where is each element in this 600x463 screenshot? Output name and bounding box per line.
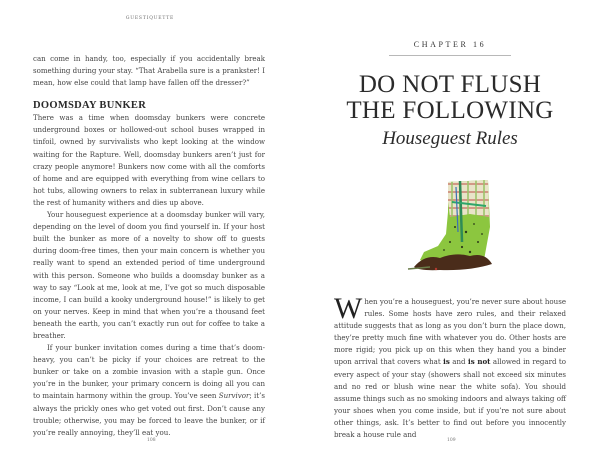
boot-illustration (400, 172, 500, 277)
page-number: 109 (447, 438, 456, 443)
italic-title: Survivor (218, 391, 250, 401)
text-run: and (449, 357, 469, 367)
paragraph (33, 342, 265, 439)
left-text-block (33, 53, 265, 439)
running-head: GUESTIQUETTE (125, 16, 175, 21)
title-line: DO NOT FLUSH (358, 71, 542, 98)
paragraph (334, 292, 567, 441)
right-page (300, 0, 600, 463)
text-run: ; it’s always the prickly ones who get voted out first. Don’t cause any trouble; otherwise, you may be forced to leave the bunker, or if you’re really annoying, they’ll eat you. (33, 391, 265, 437)
text-run: hen you’re a houseguest, you’re never sure about house rules. Some hosts have zero rules, and their relaxed attitude suggests that as long as you don’t burn the place down, they’re pretty much fine with whatever you do. Other hosts are more rigid; you pick up on this when they hand you a binder upon arrival that covers what (334, 297, 566, 367)
section-heading: DOOMSDAY BUNKER (33, 100, 147, 112)
text-run: If your bunker invitation comes during a time that’s doom-heavy, you can’t be picky if your choices are retreat to the bunker or take on a zombie invasion with a staple gun. Once you’re in the bunker, your primary concern is doing all you can to maintain harmony within the group. You’ve seen (33, 343, 265, 401)
paragraph: can come in handy, too, especially if you accidentally break something during your stay. “That Arabella sure is a prankster! I mean, how else could that lamp have fallen off the dresser?” (33, 54, 265, 88)
bold-text: is not (468, 357, 491, 367)
page-number: 108 (147, 438, 156, 443)
text-run: allowed in regard to every aspect of your stay (showers shall not exceed six minutes and no red or blush wine near the white sofa). You should assume things such as no smoking indoors and always taking off your shoes when you come inside, but if you’re not sure about other things, ask. It’s better to find out before you innocently break a house rule and (334, 357, 567, 440)
right-text-block (334, 292, 567, 441)
chapter-subtitle: Houseguest Rules (382, 128, 518, 149)
title-line: THE FOLLOWING (346, 97, 554, 124)
chapter-title (300, 72, 600, 124)
drop-cap: W (334, 292, 363, 325)
paragraph: There was a time when doomsday bunkers were concrete underground boxes or hollowed-out school buses wrapped in tinfoil, owned by survivalists who kept looking at the window waiting for the Rapture. Well, doomsday bunkers aren’t just for crazy people anymore! Bunkers now come with all the comforts of home and are equipped with everything from wine cellars to hot tubs, allowing owners to relax in subterranean luxury while the rest of humanity withers and dies up above. (33, 113, 265, 207)
paragraph: Your houseguest experience at a doomsday bunker will vary, depending on the level of doom you find yourself in. If your host built the bunker as more of a novelty to show off to guests during doom-free times, then your main concern is whether you really want to spend an extended period of time underground with this person. Someone who builds a doomsday bunker as a way to say “Look at me, look at me, I’ve got so much disposable income, I can build a kooky underground house!” is likely to get on your nerves. Keep in mind that when you’re a thousand feet beneath the earth, you can’t exactly run out for coffee to take a breather. (33, 210, 265, 340)
bold-text: is (443, 357, 450, 367)
chapter-rule (389, 55, 511, 56)
chapter-label: CHAPTER 16 (413, 40, 487, 49)
